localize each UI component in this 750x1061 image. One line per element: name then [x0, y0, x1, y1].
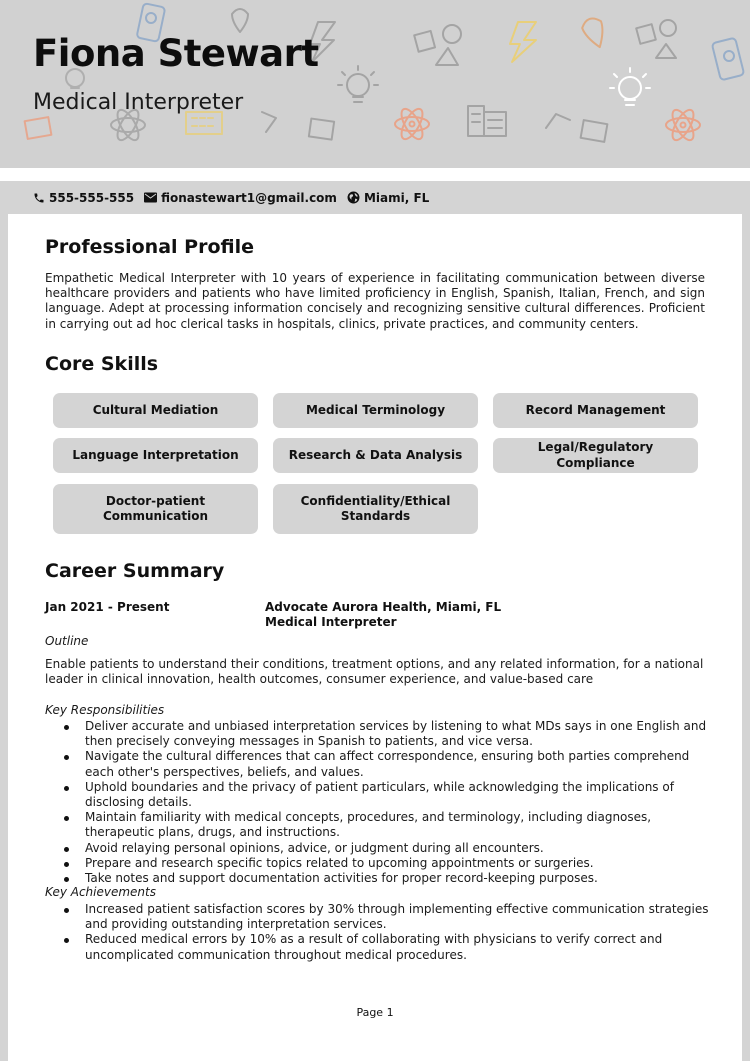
- pin-icon: [580, 16, 609, 51]
- skill-tag: Cultural Mediation: [53, 393, 258, 428]
- header-divider: [0, 168, 750, 181]
- responsibilities-label: Key Responsibilities: [45, 703, 165, 717]
- phone-doodle-icon: [712, 38, 744, 81]
- list-item: Take notes and support documentation activities for proper record-keeping purposes.: [45, 871, 710, 886]
- profile-heading: Professional Profile: [45, 236, 254, 258]
- achievements-label: Key Achievements: [45, 885, 156, 899]
- list-item: Maintain familiarity with medical concepts, procedures, and terminology, including diagnoses, therapeutic plans, drugs, and instructions.: [45, 810, 710, 840]
- list-item: Reduced medical errors by 10% as a result of collaborating with physicians to verify correct and uncomplicated communication throughout medical procedures.: [45, 932, 710, 962]
- header-decoration: [0, 0, 750, 168]
- resume-header: [0, 0, 750, 168]
- pin-icon: [232, 9, 248, 32]
- lightbulb-icon: [338, 66, 378, 102]
- profile-text: Empathetic Medical Interpreter with 10 years of experience in facilitating communication between diverse healthcare providers and patients who have limited proficiency in English, Spanish, Italian, French, and sign language. Adept at processing information concisely and recognizing sensitive cultural differences. Proficient in carrying out ad hoc clerical tasks in hospitals, clinics, private practices, and community centers.: [45, 271, 705, 331]
- candidate-name: Fiona Stewart: [33, 32, 319, 75]
- outline-label: Outline: [45, 634, 89, 648]
- contact-phone: [33, 191, 134, 205]
- achievements-list: [45, 902, 710, 963]
- page-number: Page 1: [356, 1006, 394, 1019]
- contact-location: [347, 191, 429, 205]
- phone-text[interactable]: 555-555-555: [49, 190, 135, 205]
- list-item: Navigate the cultural differences that can affect correspondence, ensuring both parties comprehend each other's perspectives, beliefs, and values.: [45, 749, 710, 779]
- building-icon: [468, 106, 506, 136]
- list-item: Prepare and research specific topics related to upcoming appointments or surgeries.: [45, 856, 710, 871]
- skill-tag: Doctor-patient Communication: [53, 484, 258, 534]
- lightning-icon: [510, 22, 536, 62]
- atom-icon: [395, 106, 429, 142]
- job-outline: Enable patients to understand their conditions, treatment options, and any related information, for a national leader in clinical innovation, health outcomes, consumer experience, and value-based care: [45, 657, 704, 687]
- skill-tag: Research & Data Analysis: [273, 438, 478, 473]
- skill-tag: Medical Terminology: [273, 393, 478, 428]
- lightbulb-icon: [610, 68, 650, 105]
- contact-email: [144, 191, 337, 205]
- location-text: Miami, FL: [363, 190, 430, 205]
- skill-tag: Language Interpretation: [53, 438, 258, 473]
- phone-icon: [33, 192, 45, 204]
- skill-tag: Confidentiality/Ethical Standards: [273, 484, 478, 534]
- envelope-icon: [144, 192, 157, 203]
- list-item: Deliver accurate and unbiased interpretation services by listening to what MDs says in one English and then precisely conveying messages in Spanish to patients, and vice versa.: [45, 719, 710, 749]
- folder-icon: [25, 117, 52, 139]
- list-item: Uphold boundaries and the privacy of patient particulars, while acknowledging the implications of disclosing details.: [45, 780, 710, 810]
- career-heading: Career Summary: [45, 560, 225, 582]
- atom-icon: [666, 107, 700, 143]
- skill-tag: Record Management: [493, 393, 698, 428]
- monitor-icon: [309, 119, 334, 140]
- globe-icon: [347, 191, 360, 204]
- list-item: Avoid relaying personal opinions, advice, or judgment during all encounters.: [45, 841, 710, 856]
- contact-bar: [0, 181, 750, 214]
- responsibilities-list: [45, 719, 710, 886]
- job-role: Medical Interpreter: [265, 615, 397, 629]
- job-employer: Advocate Aurora Health, Miami, FL: [265, 600, 502, 614]
- shapes-icon: [414, 25, 461, 65]
- list-item: Increased patient satisfaction scores by 30% through implementing effective communication strategies and providing outstanding interpretation services.: [45, 902, 710, 932]
- skill-tag: Legal/Regulatory Compliance: [493, 438, 698, 473]
- resume-body: [8, 214, 742, 1061]
- email-text[interactable]: fionastewart1@gmail.com: [161, 190, 337, 205]
- job-dates: Jan 2021 - Present: [45, 600, 170, 614]
- skills-heading: Core Skills: [45, 353, 159, 375]
- monitor-icon: [581, 120, 608, 142]
- shapes-icon: [636, 20, 676, 58]
- candidate-title: Medical Interpreter: [33, 90, 244, 115]
